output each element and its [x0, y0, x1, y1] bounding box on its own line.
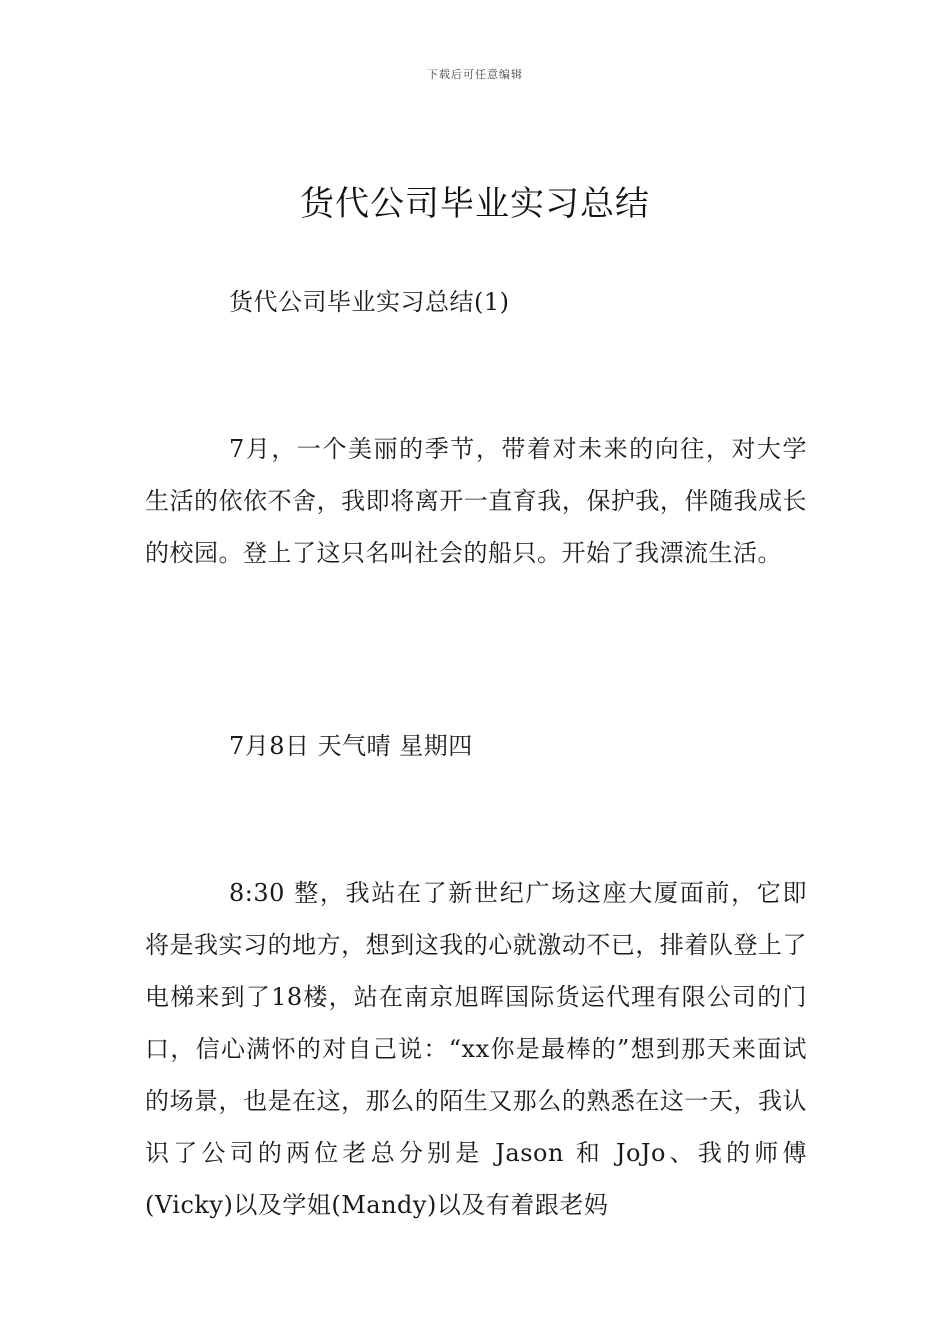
- diary-date-line: 7月8日 天气晴 星期四: [229, 732, 473, 760]
- body-paragraph-2: 8:30 整，我站在了新世纪广场这座大厦面前，它即将是我实习的地方，想到这我的心就激动不已，排着队登上了电梯来到了18楼，站在南京旭晖国际货运代理有限公司的门口，信心满怀的对自己说：“xx你是最棒的”想到那天来面试的场景，也是在这，那么的陌生又那么的熟悉在这一天，我认识了公司的两位老总分别是 Jason 和 JoJo、我的师傅(Vicky)以及学姐(Mandy)以及有着跟老妈: [145, 879, 807, 1219]
- section-subtitle: 货代公司毕业实习总结(1): [229, 288, 510, 316]
- page-header-note: 下载后可任意编辑: [427, 68, 523, 81]
- body-paragraph-1: 7月，一个美丽的季节，带着对未来的向往，对大学生活的依依不舍，我即将离开一直育我，保护我，伴随我成长的校园。登上了这只名叫社会的船只。开始了我漂流生活。: [145, 435, 807, 567]
- document-title: 货代公司毕业实习总结: [300, 184, 650, 224]
